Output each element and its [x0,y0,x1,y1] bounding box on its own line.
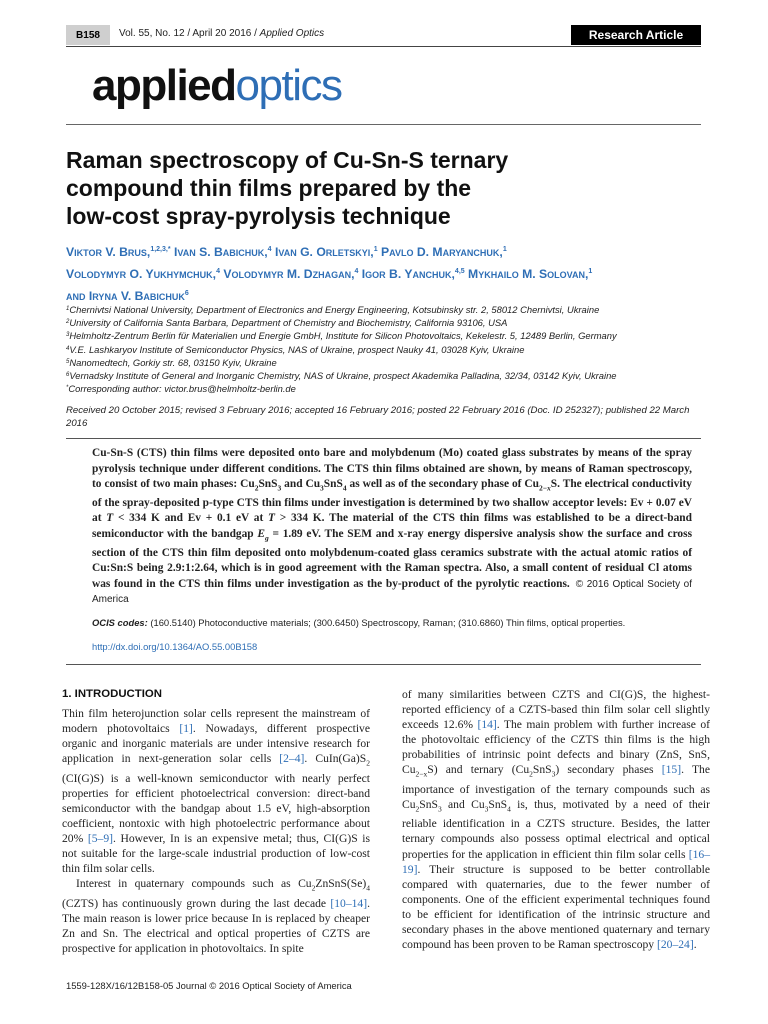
title-line: compound thin films prepared by the [66,175,472,201]
body-column-left [62,687,370,956]
logo-light-part: optics [235,61,342,110]
article-title [66,146,686,230]
affiliation: $^2$University of California Santa Barbara, Department of Chemistry and Biochemistry, California 93106, USA [66,317,508,329]
author: and Iryna V. Babichuk$^6$ [66,289,189,303]
abstract-bottom-rule [66,664,701,665]
affiliations [66,303,716,395]
ocis-label: OCIS codes: [92,617,148,628]
page-number-badge: B158 [66,25,110,45]
paragraph: Thin film heterojunction solar cells represent the mainstream of modern photovoltaics [1]. Nowadays, different prospective organic and inorganic materials are under intensive research for application in next-generation solar cells [2–4]. $CuIn(Ga)S_2$ (CI(G)S) is a well-known semiconductor with nearly perfect properties for efficient photoelectrical conversion: direct-band semiconductor with the bandgap about 1.5 eV, high-absorption coefficient, nontoxic with high photoelectric performance about 20% [5–9]. However, In is an expensive metal; thus, CI(G)S is not suitable for the large-scale industrial production of low-cost thin film solar cells. [62,707,371,876]
author: Igor B. Yanchuk,$^{4,5}$ [361,267,465,281]
author: Volodymyr O. Yukhymchuk,$^4$ [66,267,220,281]
running-header [66,25,701,45]
paragraph: Interest in quaternary compounds such as $Cu_2ZnSnS(Se)_4$ (CZTS) has continuously grown during the last decade [10–14]. The main reason is lower price because In is replaced by cheaper Zn and Sn. The electrical and optical properties of CZTS are prospective for application in photovoltaics. In spite [62,877,370,956]
copyright: © 2016 Optical Society of America [92,578,692,606]
affiliation: $^1$Chernivtsi National University, Department of Electronics and Energy Engineering, Kotsubinsky str. 2, 58012 Chernivtsi, Ukraine [66,304,600,315]
journal-name: Applied Optics [259,28,325,39]
author: Mykhailo M. Solovan,$^1$ [468,267,593,281]
section-heading: 1. INTRODUCTION [62,688,162,700]
article-type-badge: Research Article [571,25,701,45]
ocis-text: (160.5140) Photoconductive materials; (300.6450) Spectroscopy, Raman; (310.6860) Thin films, optical properties. [150,617,626,628]
affiliation: $^3$Helmholtz-Zentrum Berlin für Materialien und Energie GmbH, Institute for Silicon Photovoltaics, Kekelestr. 5, 12489 Berlin, Germany [66,330,617,342]
ocis-codes [92,617,702,628]
affiliation: $^5$Nanomedtech, Gorkiy str. 68, 03150 Kyiv, Ukraine [66,356,277,368]
abstract: Cu-Sn-S (CTS) thin films were deposited onto bare and molybdenum (Mo) coated glass substrates by means of the spray pyrolysis technique under different conditions. The CTS thin films obtained are shown, by means of Raman spectroscopy, to consist of two main phases: $Cu_2SnS_3$ and $Cu_3SnS_4$ as well as of the secondary phase of $Cu_{2-x}S$. The electrical conductivity of the spray-deposited p-type CTS thin films under investigation is determined by two shallow acceptor levels: Ev + 0.07 eV at T < 334 K and Ev + 0.1 eV at T > 334 K. The material of the CTS thin films was established to be a direct-band semiconductor with the bandgap $E_g = 1.89$ eV. The SEM and x-ray energy dispersive analysis show the surface and cross section of the CTS thin film deposited onto molybdenum-coated glass ceramics substrate with the actual atomic ratios of Cu:Sn:S being 2.9:1:2.64, which is in good agreement with the Raman spectra. Also, a small content of residual Cl atoms was found in the CTS thin films under investigation as the by-product of the pyrolytic reactions. © 2016 Optical Society of America [92,447,693,606]
logo-bold-part: applied [92,61,236,110]
page-footer: 1559-128X/16/12B158-05 Journal © 2016 Optical Society of America [66,980,352,991]
volume-text: Vol. 55, No. 12 / April 20 2016 / [119,28,257,39]
paragraph: of many similarities between CZTS and CI(G)S, the highest-reported efficiency of a CZTS-based thin film solar cell slightly exceeds 12.6% [14]. The main problem with further increase of the photovoltaic efficiency of the CZTS thin films is the high probabilities of intrinsic point defects and binary (ZnS, SnS, $Cu_{2-x}S$) and ternary $(Cu_2SnS_3)$ secondary phases [15]. The importance of investigation of the ternary compounds such as $Cu_2SnS_3$ and $Cu_3SnS_4$ is, thus, motivated by a need of their reliable identification in a CZTS structure. Besides, the latter ternary compounds also possess optimal electrical and optical properties for the application in efficient thin film solar cells [16–19]. Their structure is supposed to be better controllable compared with quaternaries, due to the fewer number of components. One of the efficient experimental techniques found to be efficient for identification of the intrinsic structure and secondary phases in the above mentioned quaternary and ternary compound has been proven to be Raman spectroscopy [20–24]. [402,688,711,952]
header-rule [66,46,701,47]
author: Ivan G. Orletskyi,$^1$ [274,245,378,259]
author-list [66,240,706,306]
author: Volodymyr M. Dzhagan,$^4$ [223,267,359,281]
title-line: Raman spectroscopy of Cu-Sn-S ternary [66,147,509,173]
journal-logo [92,61,342,110]
title-line: low-cost spray-pyrolysis technique [66,203,451,229]
body-column-right [402,687,710,952]
affiliation: $^4$V.E. Lashkaryov Institute of Semiconductor Physics, NAS of Ukraine, prospect Nauky 41, 03028 Kyiv, Ukraine [66,343,525,355]
doi-link[interactable]: http://dx.doi.org/10.1364/AO.55.00B158 [92,641,258,652]
logo-rule [66,124,701,125]
author: Pavlo D. Maryanchuk,$^1$ [381,245,507,259]
volume-info [119,28,324,39]
corresponding-author: *Corresponding author: victor.brus@helmholtz-berlin.de [66,383,296,395]
affiliation: $^6$Vernadsky Institute of General and Inorganic Chemistry, NAS of Ukraine, prospect Akademika Palladina, 32/34, 03142 Kyiv, Ukraine [66,370,617,382]
author: Viktor V. Brus,$^{1,2,3,*}$ [66,245,171,259]
author: Ivan S. Babichuk,$^4$ [173,245,272,259]
received-dates: Received 20 October 2015; revised 3 February 2016; accepted 16 February 2016; posted 22 February 2016 (Doc. ID 252327); published 22 March 2016 [66,405,690,429]
abstract-top-rule [66,438,701,439]
